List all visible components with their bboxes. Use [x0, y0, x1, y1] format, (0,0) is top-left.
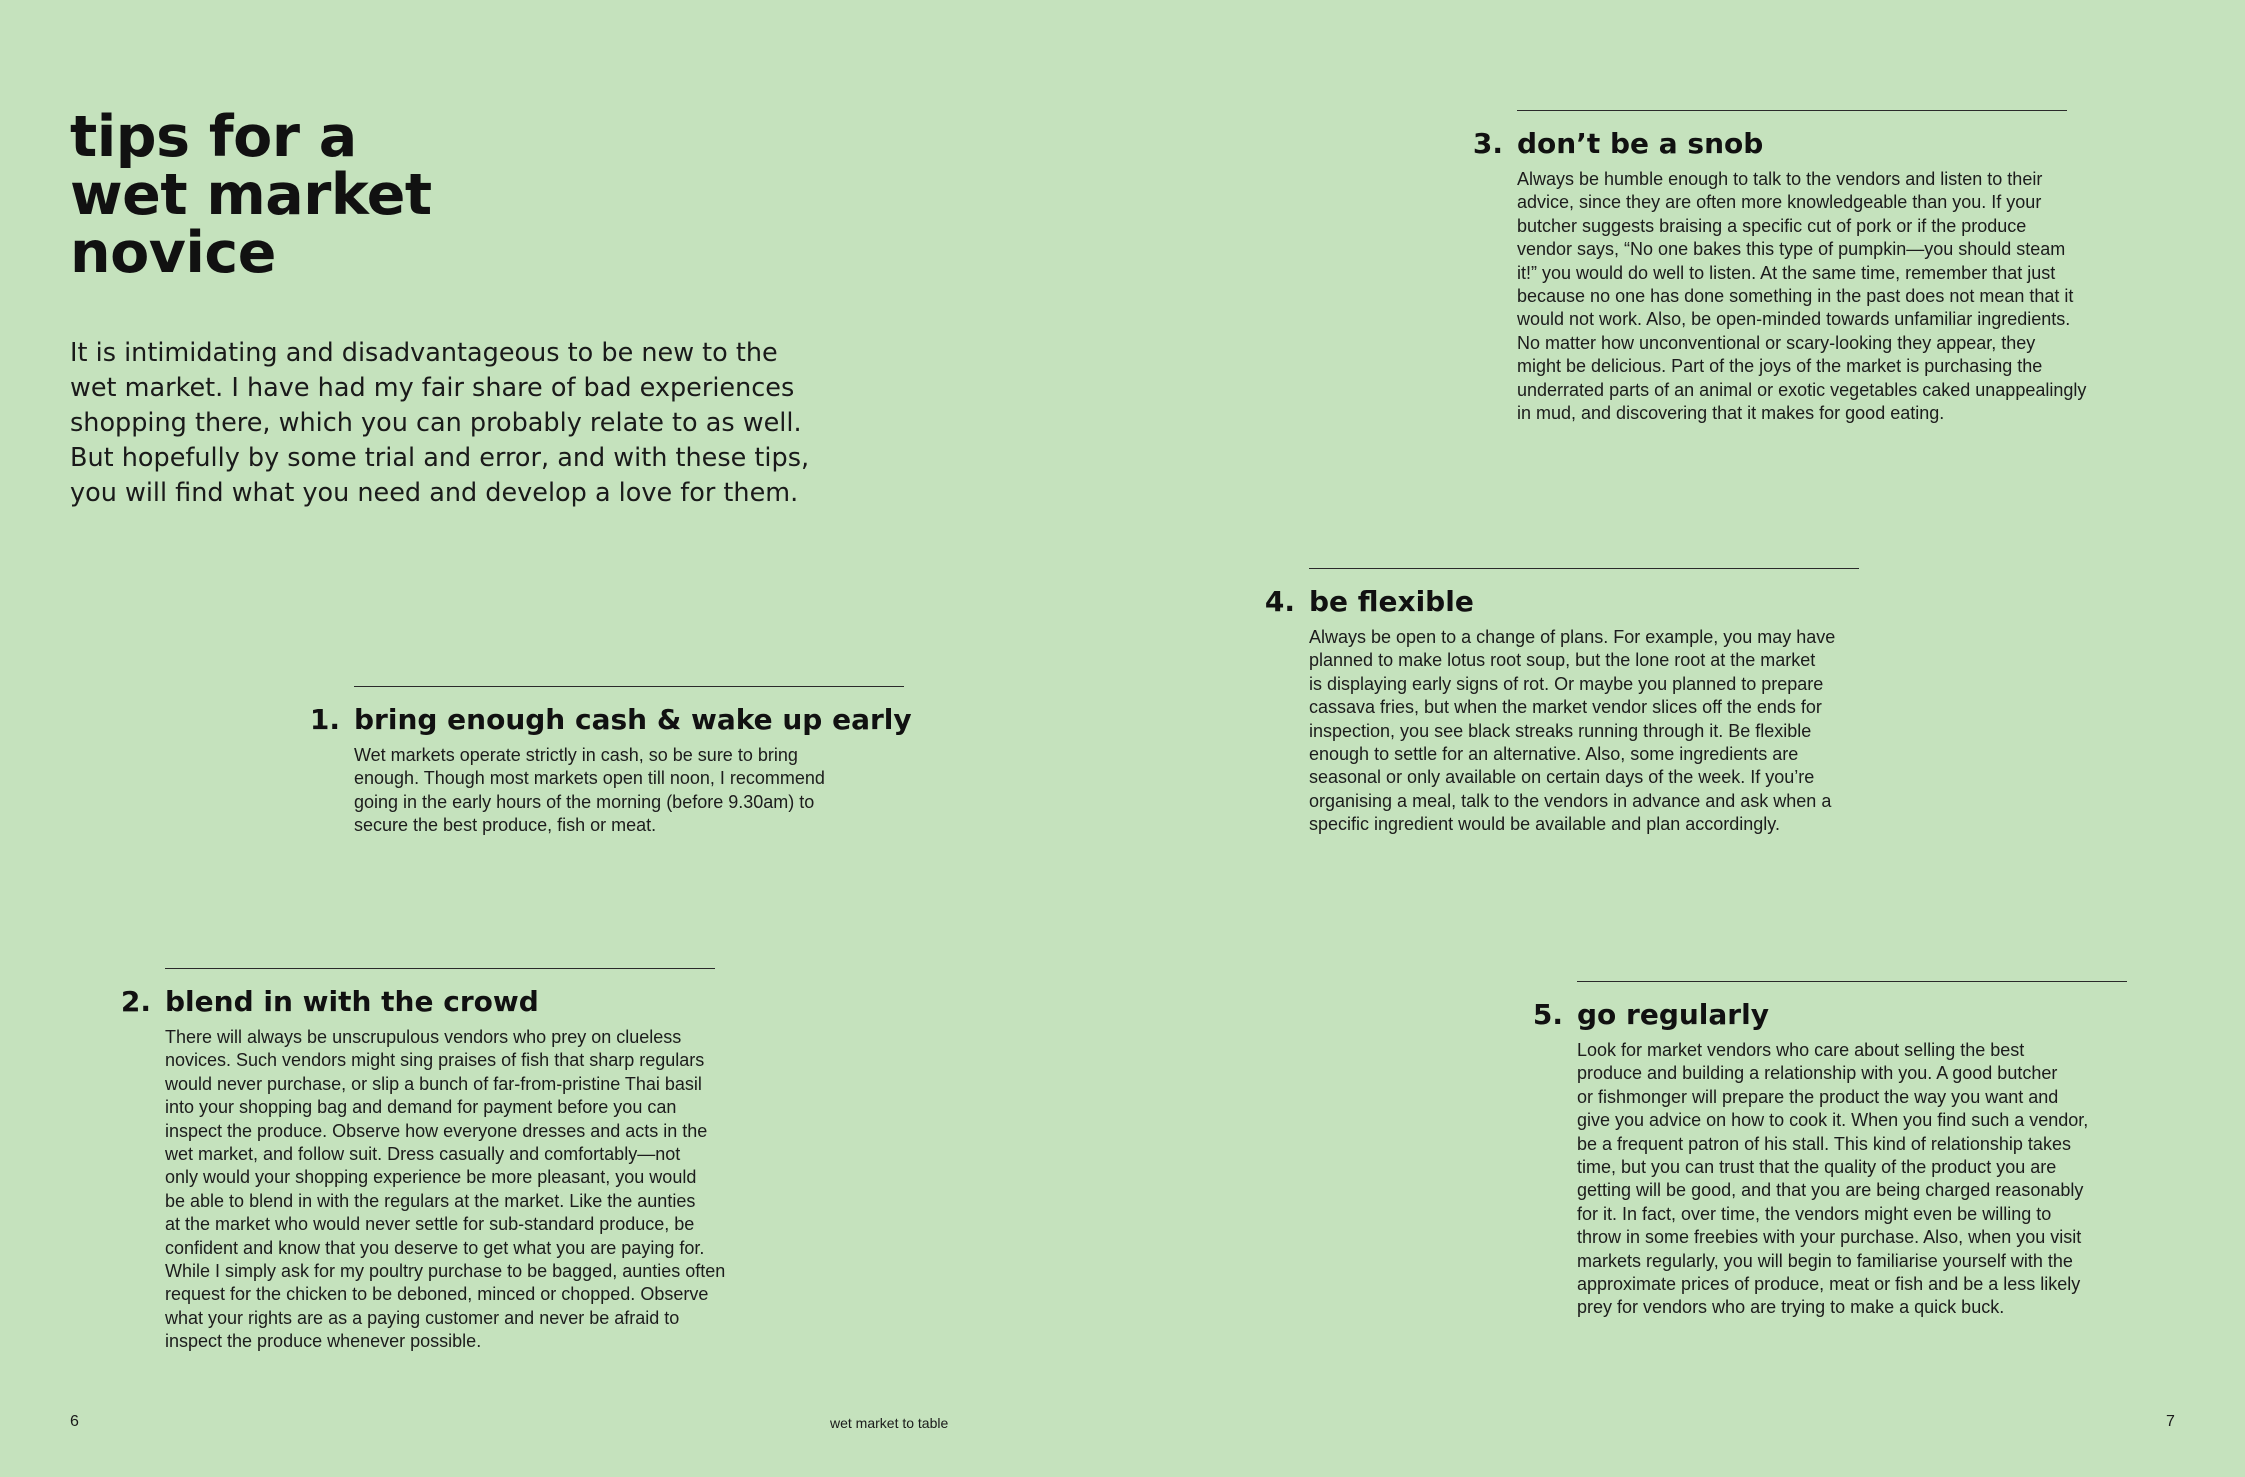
tip-heading-text: blend in with the crowd: [165, 985, 539, 1018]
divider-rule: [1517, 110, 2067, 111]
right-page: [1122, 0, 2245, 1477]
tip-body-line: enough to settle for an alternative. Also, some ingredients are: [1309, 744, 1799, 765]
tip-body-line: it!” you would do well to listen. At the same time, remember that just: [1517, 262, 2056, 283]
tip-heading-text: bring enough cash & wake up early: [354, 703, 912, 736]
tip-4: [1264, 568, 1859, 837]
tip-body-line: what your rights are as a paying customer and never be afraid to: [165, 1307, 680, 1328]
page-number-right: 7: [2166, 1413, 2175, 1430]
tip-body-line: enough. Though most markets open till noon, I recommend: [354, 768, 825, 789]
tip-heading: [1264, 584, 1859, 620]
tip-body-line: prey for vendors who are trying to make a quick buck.: [1577, 1297, 2005, 1318]
running-title: wet market to table: [830, 1415, 949, 1431]
tip-heading-text: be flexible: [1309, 585, 1474, 618]
tip-body-line: novices. Such vendors might sing praises of fish that sharp regulars: [165, 1050, 705, 1071]
tip-body-line: inspection, you see black streaks running through it. Be flexible: [1309, 720, 1812, 741]
title-line: tips for a: [70, 104, 357, 170]
tip-heading: [1532, 997, 2127, 1033]
intro-line: wet market. I have had my fair share of bad experiences: [70, 373, 795, 403]
tip-body-line: wet market, and follow suit. Dress casually and comfortably—not: [165, 1144, 681, 1165]
tip-body-line: advice, since they are often more knowledgeable than you. If your: [1517, 192, 2042, 213]
tip-body: [1517, 168, 2087, 425]
tip-body: [1577, 1039, 2127, 1320]
tip-body-line: organising a meal, talk to the vendors in advance and ask when a: [1309, 790, 1832, 811]
tip-body-line: for it. In fact, over time, the vendors might even be willing to: [1577, 1203, 2052, 1224]
tip-body-line: vendor says, “No one bakes this type of pumpkin—you should steam: [1517, 239, 2066, 260]
tip-2: [120, 968, 726, 1354]
tip-body-line: is displaying early signs of rot. Or maybe you planned to prepare: [1309, 673, 1824, 694]
tip-body-line: There will always be unscrupulous vendors who prey on clueless: [165, 1027, 682, 1047]
tip-heading-text: go regularly: [1577, 998, 1769, 1031]
tip-body-line: might be delicious. Part of the joys of the market is purchasing the: [1517, 356, 2043, 377]
page-title: [70, 104, 432, 286]
title-line: wet market: [70, 162, 432, 228]
tip-heading-text: don’t be a snob: [1517, 127, 1764, 160]
tip-3: [1472, 110, 2087, 425]
tip-body-line: inspect the produce whenever possible.: [165, 1331, 482, 1352]
tip-body-line: planned to make lotus root soup, but the lone root at the market: [1309, 650, 1816, 671]
tip-heading: [309, 702, 912, 738]
tip-body-line: No matter how unconventional or scary-looking they appear, they: [1517, 332, 2036, 353]
tip-heading: [1472, 126, 2067, 162]
tip-body-line: or fishmonger will prepare the product the way you want and: [1577, 1086, 2059, 1107]
tip-body-line: markets regularly, you will begin to familiarise yourself with the: [1577, 1250, 2073, 1271]
tip-body-line: would not work. Also, be open-minded towards unfamiliar ingredients.: [1517, 309, 2071, 330]
tip-body-line: While I simply ask for my poultry purchase to be bagged, aunties often: [165, 1261, 726, 1282]
tip-body-line: confident and know that you deserve to get what you are paying for.: [165, 1237, 705, 1258]
divider-rule: [354, 686, 904, 687]
tip-body-line: secure the best produce, fish or meat.: [354, 815, 657, 836]
intro-paragraph: [70, 336, 810, 511]
tip-body-line: because no one has done something in the past does not mean that it: [1517, 286, 2074, 307]
tip-body-line: in mud, and discovering that it makes for good eating.: [1517, 403, 1945, 424]
tip-body-line: butcher suggests braising a specific cut of pork or if the produce: [1517, 215, 2027, 236]
tip-body-line: going in the early hours of the morning (before 9.30am) to: [354, 791, 815, 812]
divider-rule: [1309, 568, 1859, 569]
tip-number: 5.: [1532, 998, 1563, 1031]
intro-line: But hopefully by some trial and error, and with these tips,: [70, 443, 810, 473]
tip-body-line: underrated parts of an animal or exotic vegetables caked unappealingly: [1517, 379, 2087, 400]
tip-body-line: inspect the produce. Observe how everyone dresses and acts in the: [165, 1120, 708, 1141]
tip-heading: [120, 984, 715, 1020]
tip-body-line: would never purchase, or slip a bunch of far-from-pristine Thai basil: [165, 1073, 702, 1094]
tip-body-line: produce and building a relationship with you. A good butcher: [1577, 1063, 2058, 1084]
tip-1: [309, 686, 912, 838]
tip-body: [354, 744, 904, 838]
tip-number: 4.: [1264, 585, 1295, 618]
tip-body-line: cassava fries, but when the market vendor slices off the ends for: [1309, 697, 1822, 718]
intro-line: shopping there, which you can probably relate to as well.: [70, 408, 802, 438]
page-number-left: 6: [70, 1413, 79, 1430]
tip-body: [165, 1026, 726, 1354]
tip-body-line: only would your shopping experience be more pleasant, you would: [165, 1167, 697, 1188]
tip-body-line: Look for market vendors who care about selling the best: [1577, 1040, 2025, 1060]
intro-line: you will find what you need and develop a love for them.: [70, 478, 799, 508]
tip-body-line: Always be humble enough to talk to the vendors and listen to their: [1517, 169, 2043, 189]
tip-body-line: be able to blend in with the regulars at the market. Like the aunties: [165, 1190, 696, 1211]
tip-body-line: throw in some freebies with your purchase. Also, when you visit: [1577, 1227, 2082, 1248]
tip-number: 3.: [1472, 127, 1503, 160]
tip-5: [1532, 981, 2127, 1320]
divider-rule: [165, 968, 715, 969]
tip-body-line: request for the chicken to be deboned, minced or chopped. Observe: [165, 1284, 709, 1305]
tip-body-line: give you advice on how to cook it. When you find such a vendor,: [1577, 1110, 2089, 1131]
tip-number: 1.: [309, 703, 340, 736]
tip-body-line: Wet markets operate strictly in cash, so be sure to bring: [354, 745, 798, 765]
tip-number: 2.: [120, 985, 151, 1018]
intro-line: It is intimidating and disadvantageous to be new to the: [70, 338, 778, 368]
tip-body-line: specific ingredient would be available and plan accordingly.: [1309, 814, 1780, 835]
tip-body-line: be a frequent patron of his stall. This kind of relationship takes: [1577, 1133, 2071, 1154]
tip-body-line: seasonal or only available on certain days of the week. If you’re: [1309, 767, 1815, 788]
tip-body-line: Always be open to a change of plans. For example, you may have: [1309, 627, 1836, 647]
tip-body-line: time, but you can trust that the quality of the product you are: [1577, 1157, 2057, 1178]
tip-body-line: at the market who would never settle for sub-standard produce, be: [165, 1214, 695, 1235]
tip-body-line: approximate prices of produce, meat or fish and be a less likely: [1577, 1274, 2081, 1295]
left-page: [0, 0, 1122, 1477]
tip-body-line: getting will be good, and that you are being charged reasonably: [1577, 1180, 2084, 1201]
tip-body-line: into your shopping bag and demand for payment before you can: [165, 1097, 677, 1118]
divider-rule: [1577, 981, 2127, 982]
title-line: novice: [70, 220, 276, 286]
tip-body: [1309, 626, 1859, 837]
